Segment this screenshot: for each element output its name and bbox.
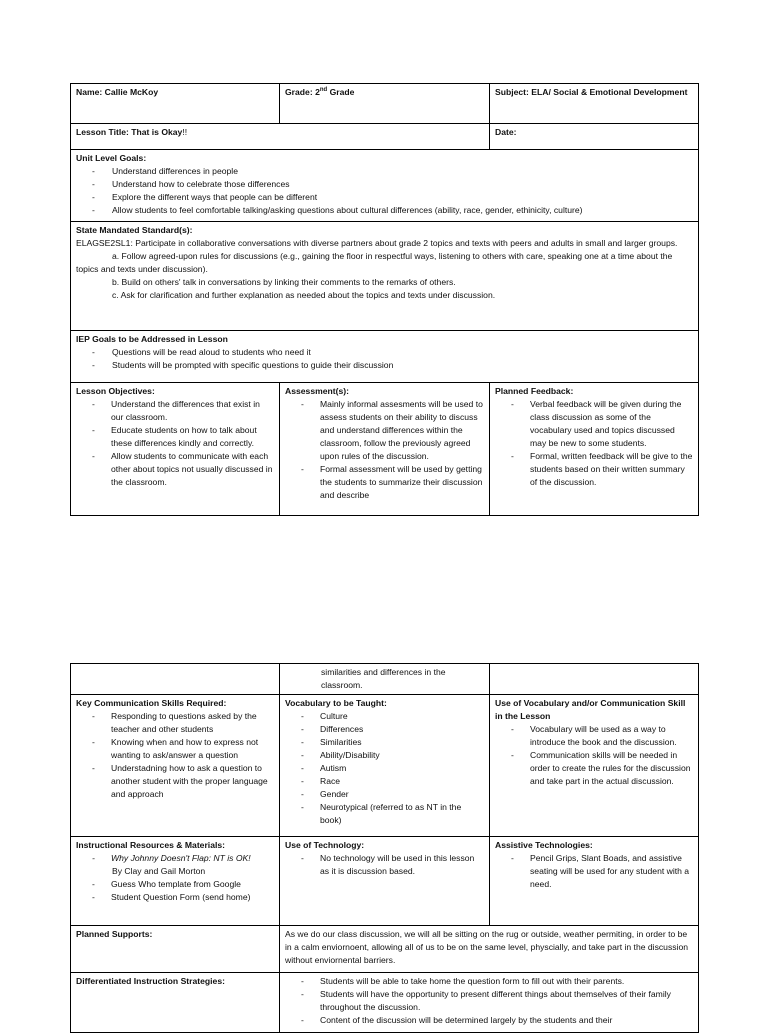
book-author: By Clay and Gail Morton xyxy=(112,866,206,876)
standards-c: c. Ask for clarification and further explanation as needed about the topics and texts under discussion. xyxy=(112,290,496,300)
list-item: - Students will be prompted with specific questions to guide their discussion xyxy=(76,359,693,372)
name-cell: Name: Callie McKoy xyxy=(71,84,280,124)
iep-label: IEP Goals to be Addressed in Lesson xyxy=(76,334,228,344)
vocab-label: Vocabulary to be Taught: xyxy=(285,698,387,708)
differentiated-label: Differentiated Instruction Strategies: xyxy=(71,973,280,1033)
list-item: - Formal, written feedback will be give to the students based on their written summary of the discussion. xyxy=(495,450,693,489)
supports-label: Planned Supports: xyxy=(71,926,280,973)
grade-cell: Grade: 2nd Grade xyxy=(280,84,490,124)
resources-cell xyxy=(71,837,280,926)
list-item: - Understadning how to ask a question to another student with the proper language and approach xyxy=(76,762,274,801)
list-item: - Understand how to celebrate those differences xyxy=(76,178,693,191)
technology-label: Use of Technology: xyxy=(285,840,365,850)
list-item: - Responding to questions asked by the teacher and other students xyxy=(76,710,274,736)
feedback-cell xyxy=(490,383,699,516)
list-item: - Similarities xyxy=(285,736,484,749)
list-item: - No technology will be used in this lesson as it is discussion based. xyxy=(285,852,484,878)
list-item: - Gender xyxy=(285,788,484,801)
list-item: - Formal assessment will be used by getting the students to summarize their discussion and describe xyxy=(285,463,484,502)
list-item: - Knowing when and how to express not wanting to ask/answer a question xyxy=(76,736,274,762)
list-item: - Students will be able to take home the question form to fill out with their parents. xyxy=(285,975,693,988)
list-item: - Ability/Disability xyxy=(285,749,484,762)
list-item: - Differences xyxy=(285,723,484,736)
date-cell: Date: xyxy=(490,124,699,150)
subject-cell: Subject: ELA/ Social & Emotional Development xyxy=(490,84,699,124)
unit-goals-label: Unit Level Goals: xyxy=(76,153,147,163)
standards-main: ELAGSE2SL1: Participate in collaborative conversations with diverse partners about grade 2 topics and texts with peers and adults in small and larger groups. xyxy=(76,238,678,248)
list-item: - Explore the different ways that people can be different xyxy=(76,191,693,204)
assessment-continuation: similarities and differences in the classroom. xyxy=(321,667,446,690)
standards-label: State Mandated Standard(s): xyxy=(76,225,193,235)
list-item: - Pencil Grips, Slant Boads, and assistive seating will be used for any student with a need. xyxy=(495,852,693,891)
standards-b: b. Build on others' talk in conversations by linking their comments to the remarks of others. xyxy=(112,277,456,287)
vocab-use-label: Use of Vocabulary and/or Communication Skill in the Lesson xyxy=(495,698,686,721)
assistive-label: Assistive Technologies: xyxy=(495,840,593,850)
comm-skills-label: Key Communication Skills Required: xyxy=(76,698,227,708)
list-item: - Mainly informal assesments will be used to assess students on their ability to discuss and understand differences within the classroom, follow the previously agreed upon rules of the discussion. xyxy=(285,398,484,463)
list-item: - Culture xyxy=(285,710,484,723)
objectives-cell xyxy=(71,383,280,516)
list-item: - Allow students to communicate with each other about topics not usually discussed in the classroom. xyxy=(76,450,274,489)
list-item: - Students will have the opportunity to present different things about themselves of their family throughout the discussion. xyxy=(285,988,693,1014)
objectives-label: Lesson Objectives: xyxy=(76,386,155,396)
feedback-label: Planned Feedback: xyxy=(495,386,574,396)
book-title: - Why Johnny Doesn't Flap: NT is OK! xyxy=(76,852,274,865)
resources-label: Instructional Resources & Materials: xyxy=(76,840,226,850)
technology-cell xyxy=(280,837,490,926)
list-item: - Understand differences in people xyxy=(76,165,693,178)
lesson-title-cell: Lesson Title: That is Okay!! xyxy=(71,124,490,150)
assessment-label: Assessment(s): xyxy=(285,386,349,396)
list-item: - Student Question Form (send home) xyxy=(76,891,274,904)
list-item: - Vocabulary will be used as a way to introduce the book and the discussion. xyxy=(495,723,693,749)
comm-skills-cell xyxy=(71,695,280,837)
standards-cell xyxy=(71,222,699,331)
unit-goals-list xyxy=(76,165,693,217)
standards-a: a. Follow agreed-upon rules for discussions (e.g., gaining the floor in respectful ways, listening to others with care, speaking one at a time about the topics and texts under discussion). xyxy=(76,251,673,274)
list-item: - Autism xyxy=(285,762,484,775)
list-item: - Questions will be read aloud to students who need it xyxy=(76,346,693,359)
list-item: - Allow students to feel comfortable talking/asking questions about cultural differences (ability, race, gender, ethinicity, culture) xyxy=(76,204,693,217)
vocab-use-cell xyxy=(490,695,699,837)
assessment-continuation-cell xyxy=(280,664,490,695)
list-item: - Verbal feedback will be given during the class discussion as some of the vocabulary used and topics discussed may be new to some students. xyxy=(495,398,693,450)
list-item: - Neurotypical (referred to as NT in the book) xyxy=(285,801,484,827)
supports-text: As we do our class discussion, we will all be sitting on the rug or outside, weather permiting, in order to be in a calm enviornoent, allowing all of us to be on the same level, physcially, and take part in the discussion without enviornental barriers. xyxy=(280,926,699,973)
list-item: - Communication skills will be needed in order to create the rules for the discussion and take part in the actual discussion. xyxy=(495,749,693,788)
lesson-plan-table-page-1 xyxy=(70,83,699,516)
vocab-cell xyxy=(280,695,490,837)
list-item: - Educate students on how to talk about these differences kindly and correctly. xyxy=(76,424,274,450)
unit-goals-cell xyxy=(71,150,699,222)
list-item: - Understand the differences that exist in our classroom. xyxy=(76,398,274,424)
list-item: - Content of the discussion will be determined largely by the students and their xyxy=(285,1014,693,1027)
iep-goals-cell xyxy=(71,331,699,383)
assessment-cell xyxy=(280,383,490,516)
assistive-cell xyxy=(490,837,699,926)
list-item: - Guess Who template from Google xyxy=(76,878,274,891)
list-item: - Race xyxy=(285,775,484,788)
lesson-plan-table-page-2 xyxy=(70,663,699,1033)
